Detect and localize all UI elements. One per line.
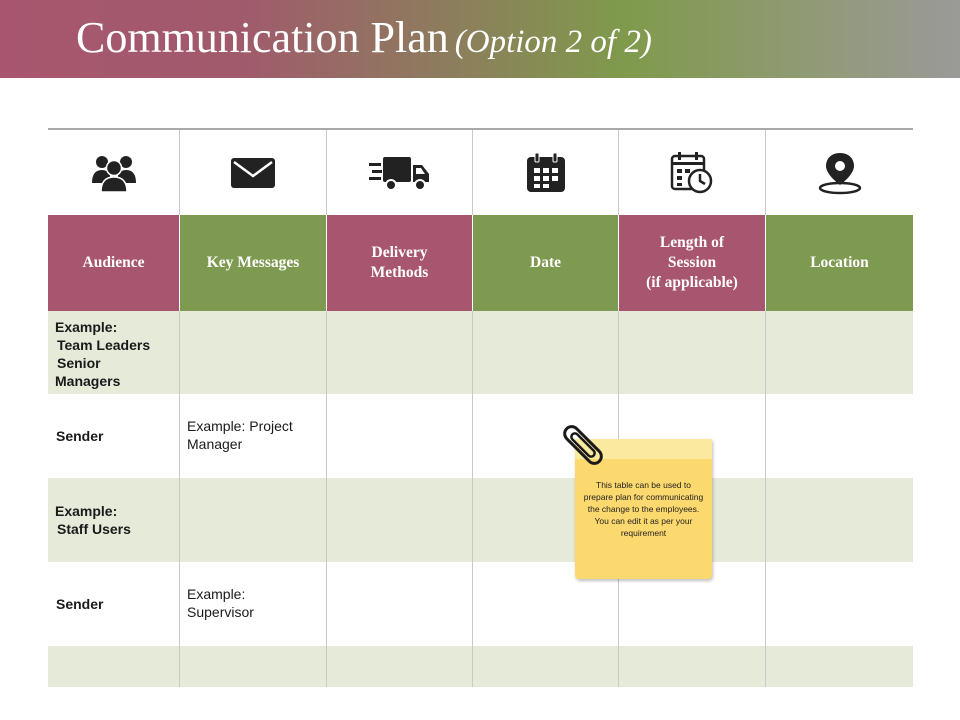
header-label: Delivery <box>371 244 428 261</box>
table-cell-length <box>619 646 766 687</box>
icon-cell-date <box>473 130 619 215</box>
text-line: Staff Users <box>57 521 131 537</box>
paperclip-icon <box>558 420 608 470</box>
table-cell-delivery <box>327 478 473 562</box>
table-cell-key-message <box>180 311 327 394</box>
audience-text <box>55 318 150 390</box>
table-cell-delivery <box>327 646 473 687</box>
header-label: Length of <box>659 234 725 251</box>
slide-title <box>76 12 652 68</box>
icon-cell-location <box>766 130 913 215</box>
audience-text <box>55 502 131 538</box>
table-cell-delivery <box>327 394 473 478</box>
header-length-of-session <box>619 215 766 311</box>
header-location <box>766 215 913 311</box>
table-cell-audience <box>48 394 180 478</box>
table-cell-length <box>619 311 766 394</box>
text-line: Example: <box>55 319 118 335</box>
icon-cell-length <box>619 130 766 215</box>
audience-text <box>56 595 103 613</box>
table-cell-audience <box>48 478 180 562</box>
text-line: Managers <box>55 373 121 389</box>
table-cell-key-message <box>180 562 327 646</box>
table-cell-location <box>766 562 913 646</box>
header-label: (if applicable) <box>646 274 738 291</box>
table-cell-key-message <box>180 646 327 687</box>
sticky-note-text: This table can be used to prepare plan for communicating the change to the employees. You can edit it as per your requirement <box>583 480 704 538</box>
audience-text <box>56 427 103 445</box>
header-label: Location <box>810 254 869 271</box>
slide-title-text: Communication Plan <box>76 13 449 62</box>
header-label: Key Messages <box>206 254 300 271</box>
table-cell-location <box>766 646 913 687</box>
text-line: Example: <box>187 586 246 602</box>
delivery-truck-icon <box>369 154 431 192</box>
text-line: Manager <box>187 436 243 452</box>
icon-cell-audience <box>48 130 180 215</box>
header-label: Audience <box>82 254 145 271</box>
schedule-clock-icon <box>670 151 714 195</box>
table-cell-date <box>473 646 619 687</box>
table-cell-audience <box>48 562 180 646</box>
key-message-text <box>187 585 254 621</box>
header-label: Methods <box>370 264 429 281</box>
communication-plan-table <box>48 128 913 685</box>
table-cell-location <box>766 478 913 562</box>
header-delivery-methods <box>327 215 473 311</box>
header-audience <box>48 215 180 311</box>
slide-subtitle: (Option 2 of 2) <box>454 24 652 60</box>
text-line: Team Leaders <box>57 337 151 353</box>
table-cell-key-message <box>180 394 327 478</box>
text-line: Senior <box>57 355 101 371</box>
table-cell-delivery <box>327 311 473 394</box>
header-key-messages <box>180 215 327 311</box>
table-cell-location <box>766 311 913 394</box>
table-cell-location <box>766 394 913 478</box>
header-label: Session <box>667 254 717 271</box>
key-message-text <box>187 417 293 453</box>
users-group-icon <box>90 153 138 193</box>
icon-cell-delivery <box>327 130 473 215</box>
header-date <box>473 215 619 311</box>
location-pin-icon <box>817 151 863 195</box>
text-line: Sender <box>56 596 104 612</box>
envelope-icon <box>230 156 276 190</box>
text-line: Supervisor <box>187 604 254 620</box>
table-cell-audience <box>48 646 180 687</box>
table-cell-key-message <box>180 478 327 562</box>
calendar-icon <box>525 152 567 194</box>
header-label: Date <box>530 254 561 271</box>
text-line: Example: <box>55 503 118 519</box>
table-cell-delivery <box>327 562 473 646</box>
table-cell-audience <box>48 311 180 394</box>
text-line: Example: Project <box>187 418 293 434</box>
text-line: Sender <box>56 428 104 444</box>
table-cell-date <box>473 311 619 394</box>
icon-cell-key-messages <box>180 130 327 215</box>
